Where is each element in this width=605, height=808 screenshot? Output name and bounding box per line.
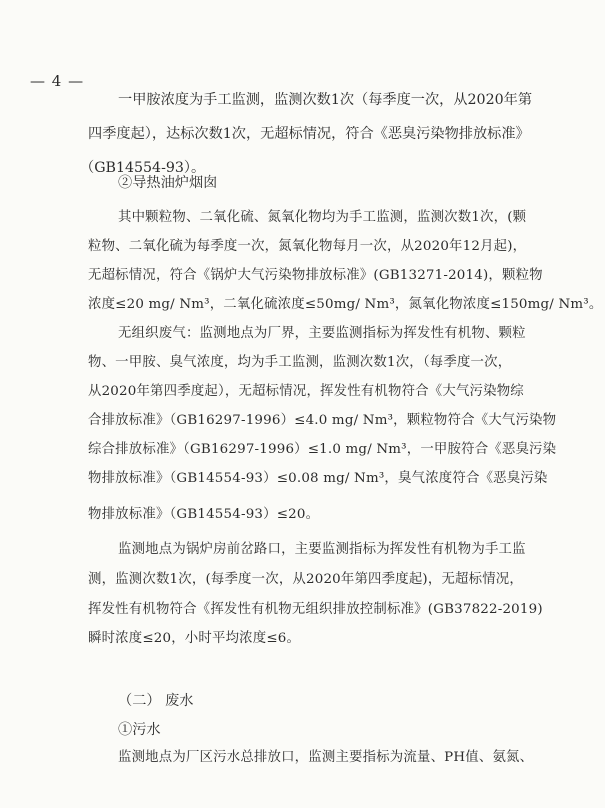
paragraph-line: 综合排放标准》（GB16297-1996）≤1.0 mg/ Nm³，一甲胺符合《恶臭污染 — [88, 442, 557, 457]
page-number: — 4 — — [30, 72, 85, 90]
paragraph-line: 监测地点为锅炉房前岔路口，主要监测指标为挥发性有机物为手工监 — [118, 542, 526, 557]
paragraph-line: 合排放标准》（GB16297-1996）≤4.0 mg/ Nm³，颗粒物符合《大气污染物 — [88, 413, 557, 428]
paragraph-line: 瞬时浓度≤20，小时平均浓度≤6。 — [88, 631, 301, 646]
paragraph-line: 挥发性有机物符合《挥发性有机物无组织排放控制标准》(GB37822-2019) — [88, 602, 543, 617]
paragraph-line: 无超标情况，符合《锅炉大气污染物排放标准》(GB13271-2014)，颗粒物 — [88, 268, 543, 283]
section-heading-wastewater: （二） 废水 — [118, 693, 194, 709]
paragraph-line: 物排放标准》（GB14554-93）≤20。 — [88, 507, 320, 522]
paragraph-line: 一甲胺浓度为手工监测，监测次数1次（每季度一次，从2020年第 — [118, 92, 533, 108]
paragraph-line: （GB14554-93）。 — [80, 160, 206, 176]
paragraph-line: 无组织废气：监测地点为厂界，主要监测指标为挥发性有机物、颗粒 — [118, 326, 526, 341]
paragraph-line: 物、一甲胺、臭气浓度，均为手工监测，监测次数1次，（每季度一次， — [88, 355, 512, 370]
paragraph-line: 物排放标准》（GB14554-93）≤0.08 mg/ Nm³，臭气浓度符合《恶臭污染 — [88, 471, 548, 486]
paragraph-line: 测，监测次数1次，(每季度一次，从2020年第四季度起)，无超标情况， — [88, 572, 523, 587]
paragraph-line: 从2020年第四季度起），无超标情况，挥发性有机物符合《大气污染物综 — [88, 384, 524, 399]
sub-heading-sewage: ①污水 — [118, 722, 161, 738]
paragraph-line: 粒物、二氧化硫为每季度一次，氮氧化物每月一次，从2020年12月起)， — [88, 239, 527, 254]
paragraph-line: 浓度≤20 mg/ Nm³，二氧化硫浓度≤50mg/ Nm³，氮氧化物浓度≤150mg/ Nm³。 — [88, 297, 603, 312]
paragraph-line: 四季度起），达标次数1次，无超标情况，符合《恶臭污染物排放标准》 — [88, 126, 530, 142]
section-heading-chimney: ②导热油炉烟囱 — [118, 175, 218, 191]
paragraph-line: 其中颗粒物、二氧化硫、氮氧化物均为手工监测，监测次数1次，(颗 — [118, 210, 527, 225]
paragraph-line: 监测地点为厂区污水总排放口，监测主要指标为流量、PH值、氨氮、 — [118, 750, 534, 765]
